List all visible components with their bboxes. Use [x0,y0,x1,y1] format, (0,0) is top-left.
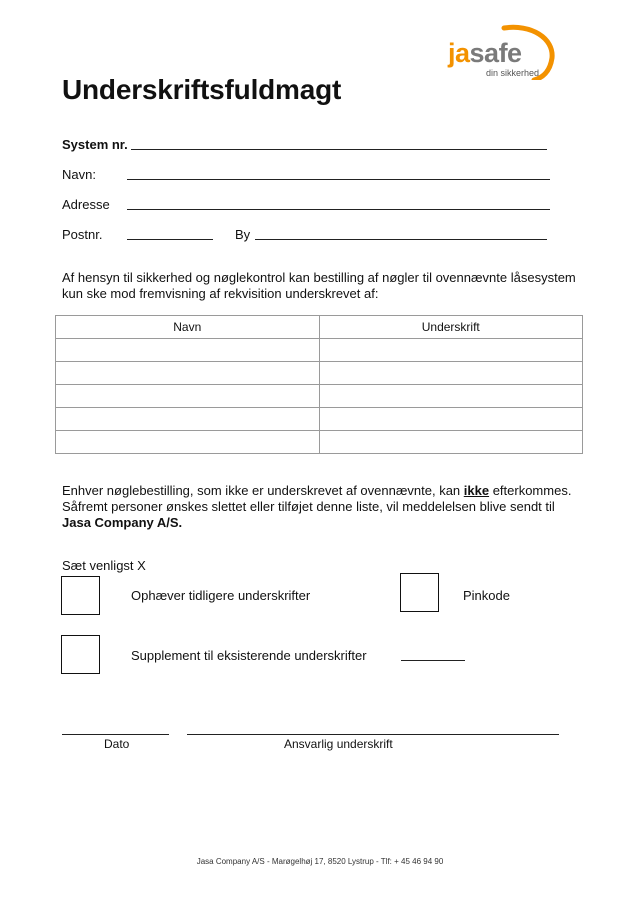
revoke-signatures-checkbox[interactable] [61,576,100,615]
table-row [56,339,583,362]
jasafe-logo [448,24,558,84]
system-number-label: System nr. [62,137,128,152]
city-label: By [235,227,251,242]
address-field[interactable] [127,209,550,210]
date-label: Dato [104,737,130,751]
checkbox-instruction: Sæt venligst X [62,558,146,573]
pincode-field[interactable] [401,660,465,661]
name-cell[interactable] [56,431,320,454]
logo-tagline: din sikkerhed [486,68,540,78]
table-row [56,385,583,408]
notice-emphasis: ikke [463,483,490,498]
column-header-signature: Underskrift [319,316,583,339]
page-title: Underskriftsfuldmagt [62,74,342,105]
revoke-signatures-label: Ophæver tidligere underskrifter [131,588,311,603]
date-field[interactable] [62,734,169,735]
signature-cell[interactable] [319,408,583,431]
signature-cell[interactable] [319,385,583,408]
responsible-signature-label: Ansvarlig underskrift [284,737,393,751]
postal-code-field[interactable] [127,239,213,240]
intro-text: Af hensyn til sikkerhed og nøglekontrol kan bestilling af nøgler til ovennævnte låsesystem kun ske mod fremvisning af rekvisition underskrevet af: [62,270,576,301]
name-label: Navn: [62,167,96,182]
authorized-signatures-table [55,315,583,454]
signature-cell[interactable] [319,431,583,454]
address-label: Adresse [62,197,110,212]
notice-part1: Enhver nøglebestilling, som ikke er underskrevet af ovennævnte, kan [62,483,464,498]
name-field[interactable] [127,179,550,180]
notice-company: Jasa Company A/S. [62,515,183,530]
table-row [56,408,583,431]
column-header-name: Navn [56,316,320,339]
name-cell[interactable] [56,385,320,408]
pincode-label: Pinkode [463,588,510,603]
supplement-signatures-label: Supplement til eksisterende underskrifter [131,648,367,663]
signature-cell[interactable] [319,339,583,362]
table-row [56,431,583,454]
table-row [56,362,583,385]
pincode-checkbox[interactable] [400,573,439,612]
name-cell[interactable] [56,408,320,431]
logo-wordmark: jasafe [448,38,522,68]
postal-code-label: Postnr. [62,227,103,242]
responsible-signature-field[interactable] [187,734,559,735]
city-field[interactable] [255,239,547,240]
supplement-signatures-checkbox[interactable] [61,635,100,674]
name-cell[interactable] [56,362,320,385]
footer-address: Jasa Company A/S - Marøgelhøj 17, 8520 Lystrup - Tlf: + 45 46 94 90 [196,857,444,866]
signature-cell[interactable] [319,362,583,385]
system-number-field[interactable] [131,149,547,150]
notice-text [62,483,572,531]
notice-part2: efterkommes. Såfremt personer ønskes slettet eller tilføjet denne liste, vil meddelelsen blive sendt til [62,483,572,514]
name-cell[interactable] [56,339,320,362]
